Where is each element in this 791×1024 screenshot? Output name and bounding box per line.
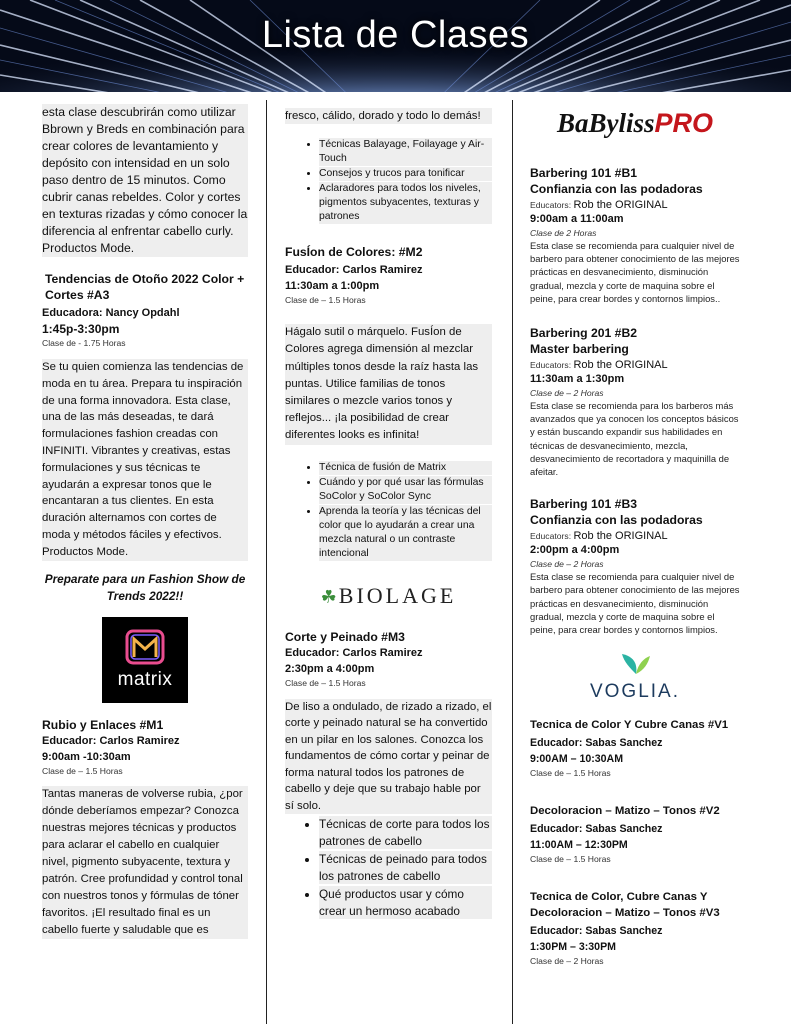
class-description: Esta clase se recomienda para cualquier nivel de barbero para obtener conocimiento de las mejores prácticas en desvanecimiento, disminución gradual, mezcla y corte de maquina sobre el peine, para crear bordes y contornos limpios..	[530, 240, 740, 304]
class-time: 2:00pm a 4:00pm	[530, 544, 620, 557]
column-right	[530, 108, 740, 967]
list-item: • Aprenda la teoría y las técnicas del color que lo ayudarán a crear una mezcla natural o un contraste intencional	[319, 505, 492, 561]
class-title: Decoloracion – Matizo – Tonos #V2	[530, 805, 720, 818]
class-subtitle: Confianzia con las podadoras	[530, 182, 703, 196]
column-left	[42, 104, 248, 939]
class-duration: Clase de 2 Horas	[530, 228, 597, 238]
voglia-logo: VOGLIA.	[530, 650, 740, 703]
class-duration: Clase de – 1.5 Horas	[530, 854, 611, 865]
leaf-icon: ☘	[320, 586, 337, 607]
page-title: Lista de Clases	[261, 14, 530, 56]
babyliss-pro-logo: BaBylissPRO	[556, 108, 714, 138]
class-b1: Barbering 101 #B1 Confianzia con las podadoras Educators: Rob the ORIGINAL 9:00am a 11:00am Clase de 2 Horas Esta clase se recomienda para cualquier nivel de barbero para obtener conocimiento de las mejores prácticas en desvanecimiento, disminución gradual, mezcla y corte de maquina sobre el peine, para crear bordes y contornos limpios..	[530, 166, 740, 304]
m2-topics-list	[285, 461, 492, 561]
m1-topics-list	[285, 138, 492, 224]
class-title: Tecnica de Color, Cubre Canas Y Decoloracion – Matizo – Tonos #V3	[530, 891, 720, 920]
class-educator: Educador: Carlos Ramirez	[285, 264, 423, 277]
class-a3-intro: esta clase descubrirán como utilizar Bbrown y Breds en combinación para crear colores de levantamiento y depósito con intensidad en un solo paso dentro de 15 minutos. Como cubrir canas rebeldes. Color y cortes en texturas rizadas y cómo conocer la diferencia al enfrentar cabello curly. Productos Mode.	[42, 105, 248, 255]
class-title: Rubio y Enlaces #M1	[42, 717, 164, 732]
class-time: 9:00am a 11:00am	[530, 213, 624, 225]
class-duration: Clase de – 2 Horas	[530, 388, 604, 399]
class-educator: Educadora: Nancy Opdahl	[42, 307, 180, 319]
class-time: 11:00AM – 12:30PM	[530, 839, 628, 852]
list-item: • Cuándo y por qué usar las fórmulas SoColor y SoColor Sync	[319, 476, 492, 504]
m3-topics-list	[285, 816, 492, 919]
class-title: Barbering 201 #B2	[530, 326, 638, 341]
class-m2	[285, 244, 492, 444]
class-time: 1:30PM – 3:30PM	[530, 941, 616, 954]
class-description: Esta clase se recomienda para los barberos más avanzados que ya conocen los conceptos básicos y están buscando expandir sus habilidades en técnicas de desvanecimiento, mezcla, desvanecimiento de recortadora y maquinilla de afeitar.	[530, 400, 739, 478]
header-banner	[0, 0, 791, 92]
column-divider	[512, 100, 513, 1024]
class-description: Esta clase se recomienda para cualquier nivel de barbero para obtener conocimiento de las mejores prácticas en desvanecimiento, disminución gradual, mezcla y corte de maquina sobre el peine, para crear bordes y contornos limpios.	[530, 571, 740, 636]
class-description: Hágalo sutil o márquelo. FusÍon de Colores agrega dimensión al mezclar múltiples tonos desde la raíz hasta las puntas. Utilice familias de tonos similares o mezcle varios tonos y reflejos... ¡la posibilidad de crear diferentes looks es infinita!	[285, 324, 492, 444]
class-duration: Clase de – 2 Horas	[530, 559, 604, 570]
class-time: 9:00AM – 10:30AM	[530, 753, 624, 766]
class-b2: Barbering 201 #B2 Master barbering Educators: Rob the ORIGINAL 11:30am a 1:30pm Clase de – 2 Horas Esta clase se recomienda para los barberos más avanzados que ya conocen los conceptos básicos y están buscando expandir sus habilidades en técnicas de desvanecimiento, mezcla, desvanecimiento de recortadora y maquinilla de afeitar.	[530, 326, 739, 478]
list-item: • Técnicas Balayage, Foilayage y Air-Touch	[319, 138, 492, 166]
fashion-show-callout: Preparate para un Fashion Show de Trends 2022!!	[44, 571, 246, 603]
class-time: 11:30am a 1:00pm	[285, 280, 380, 293]
class-v2	[530, 803, 740, 865]
class-educator: Educador: Sabas Sanchez	[530, 925, 663, 938]
class-title: FusÍon de Colores: #M2	[285, 245, 423, 260]
column-divider	[266, 100, 267, 1024]
matrix-logo: matrix	[102, 617, 188, 703]
class-duration: Clase de – 1.5 Horas	[42, 765, 123, 776]
class-educator: Rob the ORIGINAL	[573, 530, 668, 543]
biolage-logo: ☘BIOLAGE	[320, 582, 457, 608]
class-duration: Clase de – 2 Horas	[530, 956, 604, 967]
class-title: Tendencias de Otoño 2022 Color + Cortes #A3	[45, 272, 245, 302]
class-title: Tecnica de Color Y Cubre Canas #V1	[530, 719, 729, 732]
class-description: Se tu quien comienza las tendencias de moda en tu área. Prepara tu inspiración de una forma innovadora. Esta clase, una de las más deseadas, te dará formulaciones fashion creadas con INFINITI. Vibrantes y creativas, estas formulaciones y sus técnicas te ayudarán a expresar tonos que le encantaran a tus clientes. En esta duración alternamos con cortes de moda y métodos fáciles y efectivos. Productos Mode.	[42, 359, 248, 561]
list-item: • Consejos y trucos para tonificar	[319, 167, 492, 181]
class-a3	[42, 271, 248, 561]
class-description: De liso a ondulado, de rizado a rizado, el corte y peinado natural se ha convertido en un pilar en los salones. Conozca los fundamentos de cómo cortar y peinar de forma natural todos los patrones de cabello y deje que su trabajo hable por sí solo.	[285, 699, 492, 815]
list-item: • Qué productos usar y cómo crear un hermoso acabado	[319, 886, 492, 919]
class-description: Tantas maneras de volverse rubia, ¿por dónde deberíamos empezar? Conozca nuestras mejores técnicas y productos para aclarar el cabello en cualquier nivel, pigmento subyacente, textura y patrón. Cree profundidad y control tonal con nuestros tonos y fórmulas de tóner favoritos. ¡El resultado final es un cabello fuerte y saludable que es	[42, 786, 248, 939]
class-duration: Clase de – 1.5 Horas	[285, 295, 366, 306]
class-educator: Educador: Carlos Ramirez	[285, 646, 423, 659]
class-duration: Clase de - 1.75 Horas	[42, 338, 126, 348]
class-title: Barbering 101 #B3	[530, 497, 638, 512]
class-m1	[42, 717, 248, 939]
class-time: 2:30pm a 4:00pm	[285, 662, 375, 675]
class-title: Barbering 101 #B1	[530, 166, 638, 180]
class-m3	[285, 629, 492, 815]
class-title: Corte y Peinado #M3	[285, 629, 405, 644]
class-v1	[530, 717, 740, 779]
class-educator: Educador: Sabas Sanchez	[530, 823, 663, 836]
class-educator: Educador: Sabas Sanchez	[530, 737, 663, 750]
class-educator: Rob the ORIGINAL	[573, 359, 668, 372]
class-educator: Educador: Carlos Ramirez	[42, 734, 180, 747]
list-item: • Técnica de fusión de Matrix	[319, 461, 492, 475]
class-m1-continued: fresco, cálido, dorado y todo lo demás!	[285, 108, 492, 124]
class-time: 11:30am a 1:30pm	[530, 373, 625, 386]
class-time: 9:00am -10:30am	[42, 750, 131, 763]
class-duration: Clase de – 1.5 Horas	[285, 677, 366, 688]
list-item: • Técnicas de corte para todos los patrones de cabello	[319, 816, 492, 849]
voglia-leaf-icon	[618, 650, 652, 676]
class-duration: Clase de – 1.5 Horas	[530, 768, 611, 779]
class-subtitle: Master barbering	[530, 342, 629, 357]
matrix-m-icon	[125, 629, 165, 665]
column-middle	[285, 108, 492, 921]
class-time: 1:45p-3:30pm	[42, 322, 120, 336]
list-item: • Técnicas de peinado para todos los patrones de cabello	[319, 851, 492, 884]
class-educator: Rob the ORIGINAL	[573, 199, 668, 211]
list-item: • Aclaradores para todos los niveles, pigmentos subyacentes, texturas y patrones	[319, 182, 492, 224]
class-b3: Barbering 101 #B3 Confianzia con las podadoras Educators: Rob the ORIGINAL 2:00pm a 4:00pm Clase de – 2 Horas Esta clase se recomienda para cualquier nivel de barbero para obtener conocimiento de las mejores prácticas en desvanecimiento, disminución gradual, mezcla y corte de maquina sobre el peine, para crear bordes y contornos limpios.	[530, 497, 740, 636]
class-subtitle: Confianzia con las podadoras	[530, 513, 703, 528]
class-v3	[530, 889, 740, 967]
